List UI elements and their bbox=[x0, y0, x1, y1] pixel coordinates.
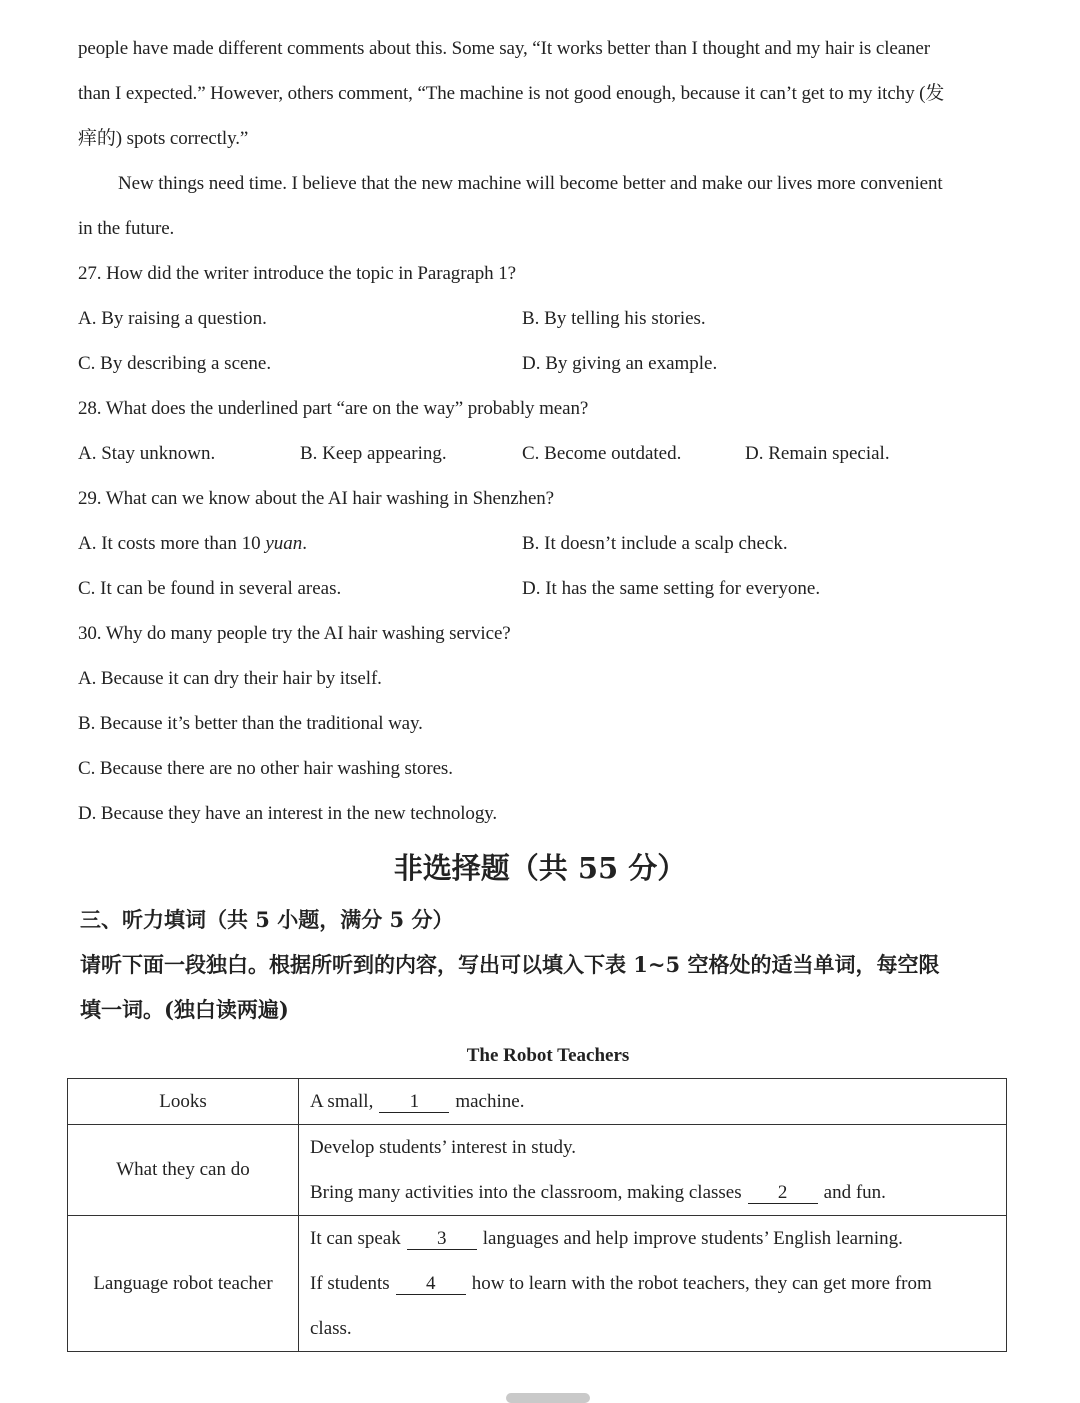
row-content bbox=[299, 1216, 1007, 1352]
cell-text: Bring many activities into the classroom, making classes bbox=[310, 1182, 742, 1203]
row-label-what-they-can-do: What they can do bbox=[68, 1125, 299, 1216]
passage-line: people have made different comments about this. Some say, “It works better than I thought and my hair is cleaner bbox=[78, 38, 930, 59]
cell-line: class. bbox=[310, 1318, 352, 1339]
passage-line: 痒的) spots correctly.” bbox=[78, 128, 249, 149]
table-title: The Robot Teachers bbox=[466, 1045, 630, 1066]
cell-line bbox=[310, 1216, 1006, 1261]
cell-line bbox=[310, 1170, 1006, 1215]
q30-option-a: A. Because it can dry their hair by itself. bbox=[78, 668, 382, 689]
cell-text: If students bbox=[310, 1273, 390, 1294]
q30-option-b: B. Because it’s better than the traditional way. bbox=[78, 713, 423, 734]
passage-line: than I expected.” However, others comment, “The machine is not good enough, because it can’t get to my itchy (发 bbox=[78, 83, 945, 104]
q29-option-a-end: . bbox=[302, 533, 308, 554]
cell-line bbox=[310, 1079, 1006, 1124]
cell-text: machine. bbox=[455, 1091, 525, 1112]
q29-option-b: B. It doesn’t include a scalp check. bbox=[522, 533, 788, 554]
q28-option-c: C. Become outdated. bbox=[522, 443, 682, 464]
currency-word: yuan bbox=[265, 533, 303, 554]
instruction-line: 请听下面一段独白。根据所听到的内容，写出可以填入下表 1~5 空格处的适当单词，每空限 bbox=[80, 952, 940, 977]
question-28-stem: 28. What does the underlined part “are on the way” probably mean? bbox=[78, 398, 589, 419]
question-30-stem: 30. Why do many people try the AI hair washing service? bbox=[78, 623, 511, 644]
instruction-line: 填一词。(独白读两遍) bbox=[80, 997, 289, 1022]
q27-option-c: C. By describing a scene. bbox=[78, 353, 272, 374]
table-row bbox=[68, 1216, 1007, 1352]
row-label-language-robot-teacher: Language robot teacher bbox=[68, 1216, 299, 1352]
q29-option-d: D. It has the same setting for everyone. bbox=[522, 578, 821, 599]
q29-option-a-text: A. It costs more than 10 bbox=[78, 533, 266, 554]
cell-text: A small, bbox=[310, 1091, 374, 1112]
q30-option-c: C. Because there are no other hair washing stores. bbox=[78, 758, 453, 779]
q27-option-a: A. By raising a question. bbox=[78, 308, 267, 329]
q28-option-d: D. Remain special. bbox=[745, 443, 890, 464]
q28-option-a: A. Stay unknown. bbox=[78, 443, 216, 464]
row-label-looks: Looks bbox=[68, 1079, 299, 1125]
q29-option-a bbox=[78, 532, 307, 556]
q28-option-b: B. Keep appearing. bbox=[300, 443, 447, 464]
cell-line bbox=[310, 1261, 1006, 1306]
cell-text: how to learn with the robot teachers, they can get more from bbox=[471, 1273, 932, 1294]
cell-text: and fun. bbox=[823, 1182, 886, 1203]
passage-line: in the future. bbox=[78, 218, 175, 239]
passage-line: New things need time. I believe that the new machine will become better and make our lives more convenient bbox=[118, 173, 943, 194]
answer-blank-1[interactable]: 1 bbox=[379, 1092, 449, 1113]
cell-line: Develop students’ interest in study. bbox=[310, 1137, 576, 1158]
answer-blank-4[interactable]: 4 bbox=[396, 1274, 466, 1295]
question-29-stem: 29. What can we know about the AI hair washing in Shenzhen? bbox=[78, 488, 555, 509]
answer-blank-2[interactable]: 2 bbox=[748, 1183, 818, 1204]
section-title: 非选择题（共 55 分） bbox=[393, 851, 687, 885]
table-row bbox=[68, 1125, 1007, 1216]
cell-text: It can speak bbox=[310, 1228, 401, 1249]
cell-text: languages and help improve students’ English learning. bbox=[482, 1228, 903, 1249]
row-content bbox=[299, 1079, 1007, 1125]
q29-option-c: C. It can be found in several areas. bbox=[78, 578, 342, 599]
part-heading: 三、听力填词（共 5 小题，满分 5 分） bbox=[80, 907, 454, 932]
q27-option-d: D. By giving an example. bbox=[522, 353, 718, 374]
q27-option-b: B. By telling his stories. bbox=[522, 308, 706, 329]
q30-option-d: D. Because they have an interest in the new technology. bbox=[78, 803, 498, 824]
question-27-stem: 27. How did the writer introduce the topic in Paragraph 1? bbox=[78, 263, 516, 284]
row-content bbox=[299, 1125, 1007, 1216]
robot-teachers-table bbox=[67, 1078, 1007, 1352]
answer-blank-3[interactable]: 3 bbox=[407, 1229, 477, 1250]
scroll-indicator[interactable] bbox=[506, 1393, 590, 1403]
table-row bbox=[68, 1079, 1007, 1125]
